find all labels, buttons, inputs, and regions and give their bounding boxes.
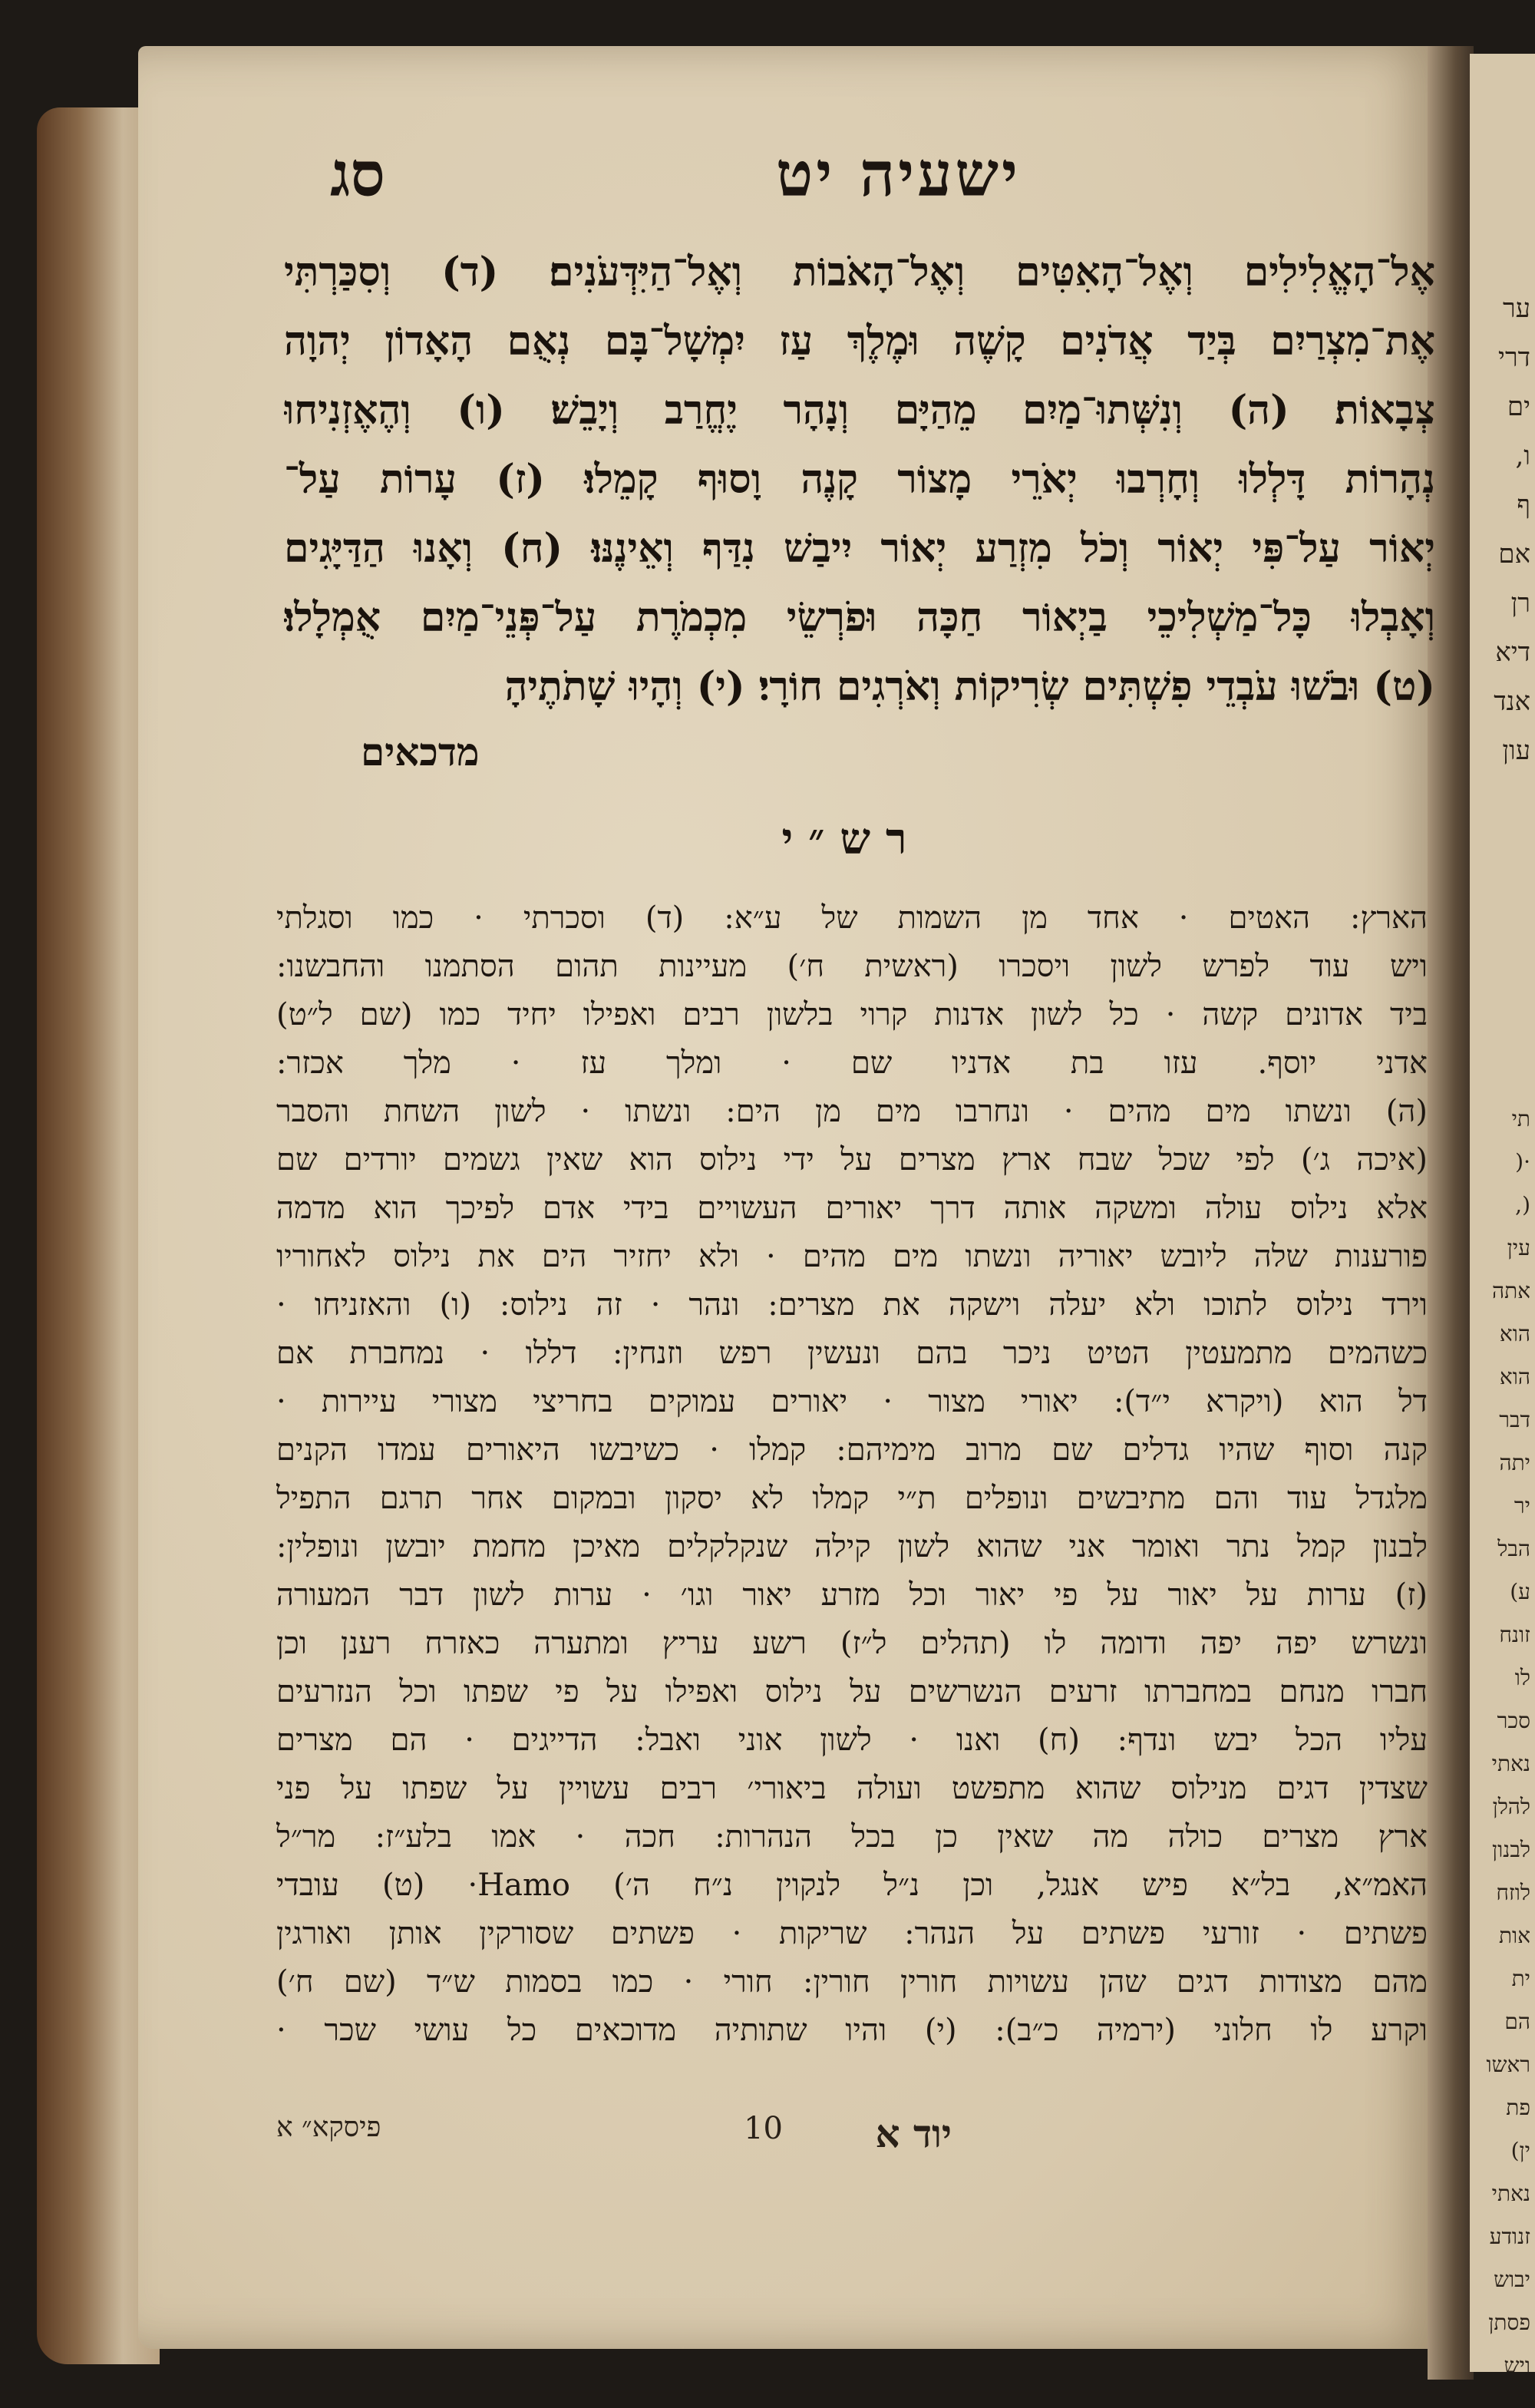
facing-page-fragment: (, [1515, 1192, 1530, 1217]
commentary-line: עליו הכל יבש ונדף: (ח) ואנו · לשון אוני ואבל: הדייגים · הם מצרים [276, 1723, 1428, 1758]
signature-mark: יוד א [875, 2111, 952, 2156]
facing-page-fragment: לבנון [1492, 1837, 1530, 1862]
custos-catchword: פיסקא״ א [276, 2112, 381, 2143]
commentary-line: לבנון קמל נתר ואומר אני שהוא לשון קילה שנקלקלים מאיכן מחמת יובשן ונופלין: [276, 1529, 1428, 1564]
scripture-line: יְאוֹר עַל־פִּי יְאוֹר וְכֹל מִזְרַע יְאוֹר יִיבַשׁ נִדַּף וְאֵינֶנּוּ׃ (ח) וְאָנוּ הַדַּיָּגִים [284, 525, 1435, 572]
catchword: מדכאים [361, 729, 480, 775]
facing-page-fragment: דרי [1498, 342, 1530, 373]
rashi-commentary-block [276, 894, 1428, 2055]
facing-page-fragment: ית [1511, 1966, 1530, 1991]
scripture-line: צְבָאוֹת׃ (ה) וְנִשְּׁתוּ־מַיִם מֵהַיָּם וְנָהָר יֶחֱרַב וְיָבֵשׁ׃ (ו) וְהֶאֶזְנִיחוּ [284, 387, 1435, 434]
facing-page-fragments-upper [1470, 284, 1535, 775]
facing-page-fragment: נאתי [1491, 2181, 1530, 2206]
facing-page-fragment: לו [1514, 1665, 1530, 1690]
commentary-line: הארץ: האטים · אחד מן השמות של ע״א: (ד) וסכרתי · כמו וסגלתי [276, 900, 1428, 936]
scripture-line: אֶל־הָאֱלִילִים וְאֶל־הָאִטִּים וְאֶל־הָאֹבוֹת וְאֶל־הַיִּדְּעֹנִים׃ (ד) וְסִכַּרְתִּי [284, 249, 1435, 296]
facing-page-fragment: הוא [1499, 1321, 1530, 1346]
facing-page-fragment: אנד [1494, 686, 1530, 717]
facing-page-fragment: דיא [1495, 637, 1530, 668]
commentary-line: ארץ מצרים כולה מה שאין כן בכל הנהרות: חכה · אמו בלע״ז: מר״ל [276, 1819, 1428, 1855]
facing-page-fragment: תי [1511, 1106, 1530, 1131]
facing-page-fragment: ו, [1515, 441, 1530, 471]
facing-page-fragment: סכר [1497, 1708, 1530, 1733]
commentary-line: ויש עוד לפרש לשון ויסכרו (ראשית ח׳) מעיינות תהום הסתמנו והחבשנו: [276, 949, 1428, 984]
commentary-line: מהם מצודות דגים שהן עשויות חורין חורין: חורי · כמו בסמות ש״ד (שם ח׳) [276, 1964, 1428, 2000]
facing-page-fragment: אתה [1492, 1278, 1530, 1303]
commentary-line: וירד נילוס לתוכו ולא יעלה וישקה את מצרים: ונהר · זה נילוס: (ו) והאזניחו · [276, 1287, 1428, 1323]
commentary-line: אדני יוסף. עזו בת אדניו שם · ומלך עז · מלך אכזר: [276, 1045, 1428, 1081]
facing-page-fragment: ·( [1515, 1149, 1530, 1174]
commentary-line: ונשרש יפה יפה ודומה לו (תהלים ל״ז) רשע עריץ ומתערה כאזרח רענן וכן [276, 1626, 1428, 1661]
commentary-line: חברו מנחם במחברתו זרעים הנשרשים על נילוס ואפילו על פי שפתו וכל הנזרעים [276, 1674, 1428, 1709]
signature-number: 10 [744, 2111, 783, 2146]
scripture-line: וְאָבְלוּ כָּל־מַשְׁלִיכֵי בַיְאוֹר חַכָּה וּפֹרְשֵׂי מִכְמֹרֶת עַל־פְּנֵי־מַיִם אֻמְלָלוּ׃ [284, 594, 1435, 641]
facing-page-fragment: נאתי [1491, 1751, 1530, 1776]
commentary-line: (ה) ונשתו מים מהים · ונחרבו מים מן הים: ונשתו · לשון השחת והסבר [276, 1094, 1428, 1129]
running-head [200, 138, 1420, 230]
facing-page-fragment: ים [1507, 391, 1530, 422]
facing-page-fragment: זנודע [1489, 2224, 1530, 2249]
facing-page-fragment: הבל [1497, 1536, 1530, 1561]
facing-page-fragment: דבר [1499, 1407, 1530, 1432]
running-head-title: ישעיה יט [775, 138, 1021, 210]
facing-page-fragment: פסתן [1488, 2310, 1530, 2335]
commentary-line: ביד אדונים קשה · כל לשון אדנות קרוי בלשון רבים ואפילו יחיד כמו (שם ל״ט) [276, 997, 1428, 1032]
commentary-line: פורענות שלה ליובש יאוריה ונשתו מים מהים · ולא יחזיר הים את נילוס לאחוריו [276, 1239, 1428, 1274]
facing-page-fragment: יבוש [1494, 2267, 1530, 2292]
commentary-line: (ז) ערות על יאור על פי יאור וכל מזרע יאור וגו׳ · ערות לשון דבר המעורה [276, 1577, 1428, 1613]
facing-page-fragment: פת [1506, 2095, 1530, 2120]
facing-page-fragments-lower [1470, 1098, 1535, 2372]
facing-page-fragment: ף [1517, 490, 1530, 520]
scripture-text-block [284, 238, 1435, 722]
commentary-line: וקרע לו חלוני (ירמיה כ״ב): (י) והיו שתותיה מדוכאים כל עושי שכר · [276, 2013, 1428, 2048]
facing-page-fragment: עון [1502, 735, 1530, 766]
facing-page-fragment: זונח [1499, 1622, 1530, 1647]
scripture-line: אֶת־מִצְרַיִם בְּיַד אֲדֹנִים קָשֶׁה וּמֶלֶךְ עַז יִמְשָׁל־בָּם נְאֻם הָאָדוֹן יְהוָה [284, 318, 1435, 365]
facing-page-fragment: לוזח [1496, 1880, 1530, 1905]
facing-page-fragment: יתה [1499, 1450, 1530, 1475]
facing-page-fragment: יר [1514, 1493, 1530, 1518]
commentary-line: האמ״א, בל״א פיש אנגל, וכן נ״ל לנקוין נ״ח ה׳) Hamo· (ט) עובדי [276, 1868, 1428, 1903]
commentary-line: כשהמים מתמעטין הטיט ניכר בהם ונעשין רפש וזנחין: דללו · נמחברת אם [276, 1336, 1428, 1371]
commentary-heading: רש״י [781, 814, 923, 864]
scripture-line: נְהָרוֹת דָּלְלוּ וְחָרְבוּ יְאֹרֵי מָצוֹר קָנֶה וָסוּף קָמֵלוּ׃ (ז) עָרוֹת עַל־ [284, 456, 1435, 503]
facing-page-edge [1470, 54, 1535, 2372]
commentary-line: שצדין דגים מנילוס שהוא מתפשט ועולה ביאורי׳ רבים עשויין על שפתו על פני [276, 1771, 1428, 1806]
facing-page-fragment: ער [1503, 293, 1530, 324]
folio-number: סג [330, 138, 385, 210]
facing-page-fragment: עין [1507, 1235, 1530, 1260]
facing-page-fragment: להלן [1492, 1794, 1530, 1819]
facing-page-fragment: אם [1498, 539, 1530, 570]
commentary-line: (איכה ג׳) לפי שכל שבח ארץ מצרים על ידי נילוס הוא שאין גשמים יורדים שם [276, 1142, 1428, 1178]
facing-page-fragment: ראשו [1486, 2052, 1530, 2077]
facing-page-fragment: ע) [1510, 1579, 1530, 1604]
commentary-line: אלא נילוס עולה ומשקה אותה דרך יאורים העשויים בידי אדם לפיכך הוא מדמה [276, 1191, 1428, 1226]
facing-page-fragment: ין) [1510, 2138, 1530, 2163]
facing-page-fragment: ויש [1504, 2353, 1530, 2372]
page-footer [276, 2111, 1428, 2165]
facing-page-fragment: אות [1498, 1923, 1530, 1948]
scripture-line: (ט) וּבֹשׁוּ עֹבְדֵי פִשְׁתִּים שְׂרִיקוֹת וְאֹרְגִים חוֹרָי׃ (י) וְהָיוּ שָׁתֹתֶיהָ [504, 663, 1435, 710]
commentary-line: פשתים · זורעי פשתים על הנהר: שריקות · פשתים שסורקין אותן ואורגין [276, 1916, 1428, 1951]
commentary-line: מלגדל עוד והם מתיבשים ונופלים ת״י קמלו לא יסקון ובמקום אחר תרגם התפיל [276, 1481, 1428, 1516]
facing-page-fragment: הם [1504, 2009, 1530, 2034]
commentary-line: קנה וסוף שהיו גדלים שם מרוב מימיהם: קמלו · כשיבשו היאורים עמדו הקנים [276, 1432, 1428, 1468]
facing-page-fragment: רן [1510, 588, 1530, 619]
facing-page-fragment: הוא [1499, 1364, 1530, 1389]
commentary-line: דל הוא (ויקרא י״ד): יאורי מצור · יאורים עמוקים בחריצי מצורי עיירות · [276, 1384, 1428, 1419]
